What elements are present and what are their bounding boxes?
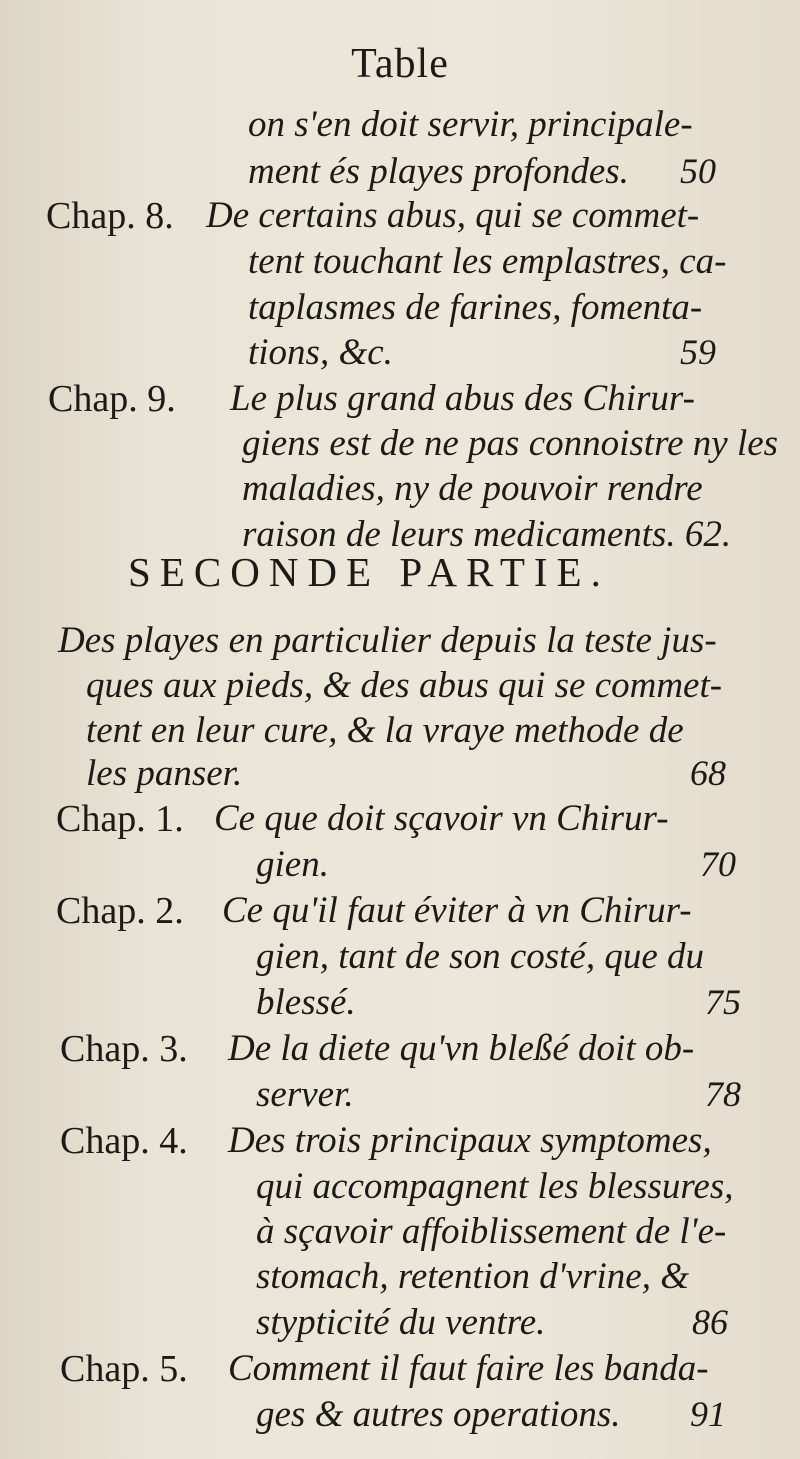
section-line: ques aux pieds, & des abus qui se commet- (86, 665, 723, 706)
page-number: 75 (705, 982, 741, 1022)
entry-line: Comment il faut faire les banda- (228, 1348, 709, 1389)
entry-line: stypticité du ventre. (256, 1302, 546, 1343)
chapter-label: Chap. 3. (60, 1028, 188, 1070)
entry-line: gien, tant de son costé, que du (256, 936, 705, 977)
page-number: 91 (690, 1394, 726, 1434)
entry-line: Ce qu'il faut éviter à vn Chirur- (222, 890, 692, 931)
entry-line: giens est de ne pas connoistre ny les (242, 423, 779, 464)
entry-line: qui accompagnent les blessures, (256, 1166, 734, 1207)
page-number: 78 (705, 1074, 741, 1114)
entry-line: blessé. (256, 982, 356, 1023)
entry-line: Des trois principaux symptomes, (228, 1120, 712, 1161)
entry-line: Ce que doit sçavoir vn Chirur- (214, 798, 669, 839)
chapter-label: Chap. 8. (46, 195, 174, 237)
page-number: 70 (700, 844, 736, 884)
chapter-label: Chap. 2. (56, 890, 184, 932)
chapter-label: Chap. 5. (60, 1348, 188, 1390)
section-line: les panser. (86, 753, 243, 794)
entry-line: De certains abus, qui se commet- (206, 195, 700, 236)
entry-line: De la diete qu'vn bleßé doit ob- (228, 1028, 695, 1069)
entry-line: server. (256, 1074, 354, 1115)
entry-line: raison de leurs medicaments. 62. (242, 514, 732, 555)
entry-line: ges & autres operations. (256, 1394, 621, 1435)
entry-line: tions, &c. (248, 332, 393, 373)
chapter-label: Chap. 1. (56, 798, 184, 840)
entry-line: Le plus grand abus des Chirur- (230, 378, 695, 419)
page-number: 86 (692, 1302, 728, 1342)
section-heading: SECONDE PARTIE. (128, 549, 610, 595)
entry-line: taplasmes de farines, fomenta- (248, 287, 703, 328)
entry-line: gien. (256, 844, 329, 885)
chapter-label: Chap. 4. (60, 1120, 188, 1162)
running-head: Table (351, 41, 449, 87)
entry-line: maladies, ny de pouvoir rendre (242, 468, 703, 509)
entry-line: stomach, retention d'vrine, & (256, 1256, 689, 1297)
section-line: tent en leur cure, & la vraye methode de (86, 710, 684, 751)
entry-line: ment és playes profondes. (248, 151, 629, 192)
chapter-label: Chap. 9. (48, 378, 176, 420)
entry-line: tent touchant les emplastres, ca- (248, 241, 727, 282)
page-number: 68 (690, 753, 726, 793)
page-number: 59 (680, 332, 716, 372)
entry-line: à sçavoir affoiblissement de l'e- (256, 1211, 727, 1252)
section-line: Des playes en particulier depuis la teste jus- (58, 620, 717, 661)
entry-line: on s'en doit servir, principale- (248, 104, 693, 145)
page-number: 50 (680, 151, 716, 191)
